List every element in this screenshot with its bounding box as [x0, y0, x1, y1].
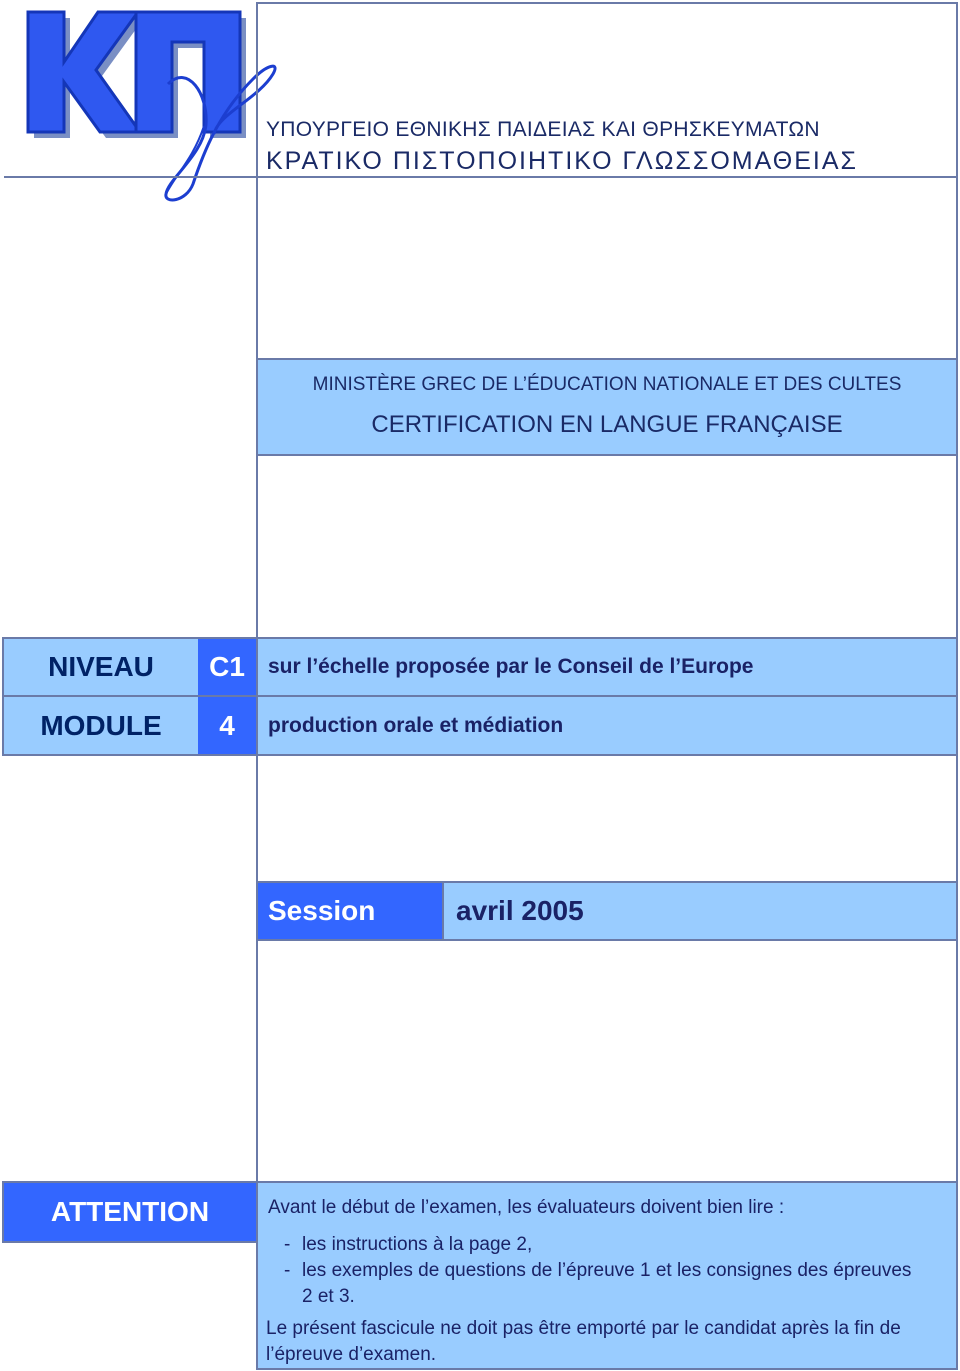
french-band-top-line — [256, 358, 958, 360]
logo-graphic — [18, 4, 288, 204]
session-bottom-line — [256, 939, 958, 941]
top-border — [256, 2, 958, 4]
list-item-text: les instructions à la page 2, — [302, 1234, 533, 1255]
right-border — [956, 2, 958, 1369]
level-description: sur l’échelle proposée par le Conseil de l’Europe — [258, 639, 956, 695]
level-table-bottom-line — [2, 754, 958, 756]
session-label: Session — [258, 883, 442, 939]
list-bullet: - — [284, 1234, 291, 1255]
french-band-bottom-line — [256, 454, 958, 456]
module-description: production orale et médiation — [258, 697, 956, 754]
module-number: 4 — [198, 697, 256, 754]
header-divider — [4, 176, 958, 178]
attention-footer: Le présent fascicule ne doit pas être emporté par le candidat après la fin de l’épreuve d’examen. — [266, 1318, 901, 1365]
certificate-greek: ΚΡΑΤΙΚΟ ΠΙΣΤΟΠΟΙΗΤΙΚΟ ΓΛΩΣΣΟΜΑΘΕΙΑΣ — [266, 147, 858, 175]
ministry-greek: ΥΠΟΥΡΓΕΙΟ ΕΘΝΙΚΗΣ ΠΑΙΔΕΙΑΣ ΚΑΙ ΘΡΗΣΚΕΥΜΑΤΩΝ — [266, 118, 820, 141]
attention-label-bottom-line — [2, 1241, 258, 1243]
ministry-french: MINISTÈRE GREC DE L’ÉDUCATION NATIONALE ET DES CULTES — [312, 374, 902, 395]
module-label: MODULE — [4, 697, 198, 754]
attention-list — [284, 1232, 924, 1310]
attention-intro: Avant le début de l’examen, les évaluateurs doivent bien lire : — [268, 1197, 785, 1218]
attention-bottom-line — [256, 1368, 958, 1370]
list-bullet: - — [284, 1260, 291, 1281]
level-label: NIVEAU — [4, 639, 198, 695]
list-item — [284, 1258, 924, 1310]
attention-label: ATTENTION — [4, 1183, 256, 1241]
certification-french: CERTIFICATION EN LANGUE FRANÇAISE — [371, 411, 843, 438]
session-value: avril 2005 — [444, 883, 956, 939]
level-code: C1 — [198, 639, 256, 695]
logo — [18, 4, 288, 204]
list-item-text: les exemples de questions de l’épreuve 1 et les consignes des épreuves 2 et 3. — [302, 1260, 912, 1307]
list-item — [284, 1232, 924, 1258]
